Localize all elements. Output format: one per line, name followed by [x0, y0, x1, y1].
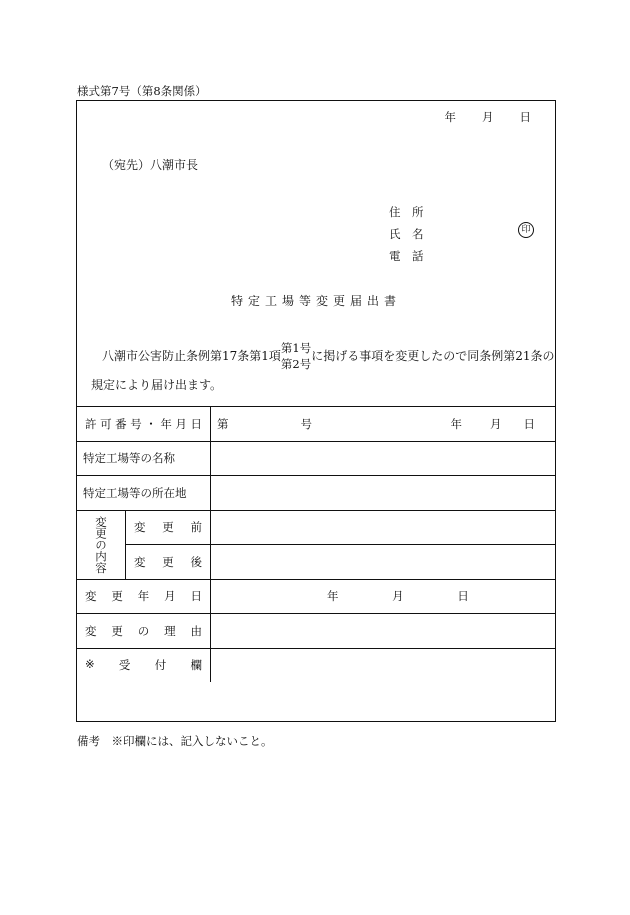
document-title: 特定工場等変更届出書 [230, 294, 401, 308]
phone-label-1: 電 [389, 249, 401, 263]
body-text-line1 [102, 341, 555, 372]
before-value[interactable] [211, 510, 556, 545]
change-date-row [77, 579, 555, 614]
address-label-1: 住 [389, 205, 401, 219]
reception-label: ※ 受 付 欄 [85, 656, 202, 672]
factory-location-row [77, 476, 555, 511]
change-date-value[interactable]: 年 月 日 [211, 579, 556, 614]
permit-label: 許 可 番 号 ・ 年 月 日 [85, 416, 202, 431]
reception-value [211, 648, 556, 682]
address-label-2: 所 [412, 205, 424, 219]
change-date-label: 変 更 年 月 日 [85, 589, 202, 604]
body-suffix: に掲げる事項を変更したので同条例第21条の [311, 349, 555, 363]
after-row [77, 545, 555, 580]
item1: 第1号 [280, 341, 312, 355]
name-label-2: 名 [412, 227, 424, 241]
factory-location-label: 特定工場等の所在地 [77, 476, 211, 511]
body-prefix: 八潮市公害防止条例第17条第1項 [102, 349, 281, 363]
body-text-line2: 規定により届け出ます。 [91, 378, 223, 392]
phone-label-2: 話 [412, 249, 424, 263]
phone-row [389, 248, 427, 264]
change-content-label: 変更の内容 [77, 510, 126, 579]
remarks-note: 備考 ※印欄には、記入しないこと。 [77, 734, 273, 748]
addressee: （宛先）八潮市長 [102, 158, 199, 172]
reason-value[interactable] [211, 614, 556, 649]
reason-row [77, 614, 555, 649]
name-label-1: 氏 [389, 227, 401, 241]
day-label: 日 [519, 110, 531, 124]
item2: 第2号 [280, 357, 312, 371]
factory-name-label: 特定工場等の名称 [77, 441, 211, 476]
before-label: 変 更 前 [134, 520, 202, 535]
reason-label: 変 更 の 理 由 [85, 623, 202, 638]
after-value[interactable] [211, 545, 556, 580]
details-table [77, 406, 555, 682]
submission-date [445, 109, 532, 125]
after-label: 変 更 後 [134, 554, 202, 569]
permit-value[interactable]: 第 号 年 月 日 [211, 407, 556, 442]
before-row [77, 510, 555, 545]
factory-name-value[interactable] [211, 441, 556, 476]
reception-row [77, 648, 555, 682]
month-label: 月 [482, 110, 494, 124]
permit-row [77, 407, 555, 442]
form-frame [76, 100, 556, 722]
seal-mark: 印 [518, 222, 534, 238]
name-row [389, 226, 427, 242]
year-label: 年 [444, 110, 456, 124]
form-number: 様式第7号（第8条関係） [77, 84, 207, 98]
factory-name-row [77, 441, 555, 476]
item-choice [281, 341, 311, 372]
factory-location-value[interactable] [211, 476, 556, 511]
address-row [389, 204, 427, 220]
